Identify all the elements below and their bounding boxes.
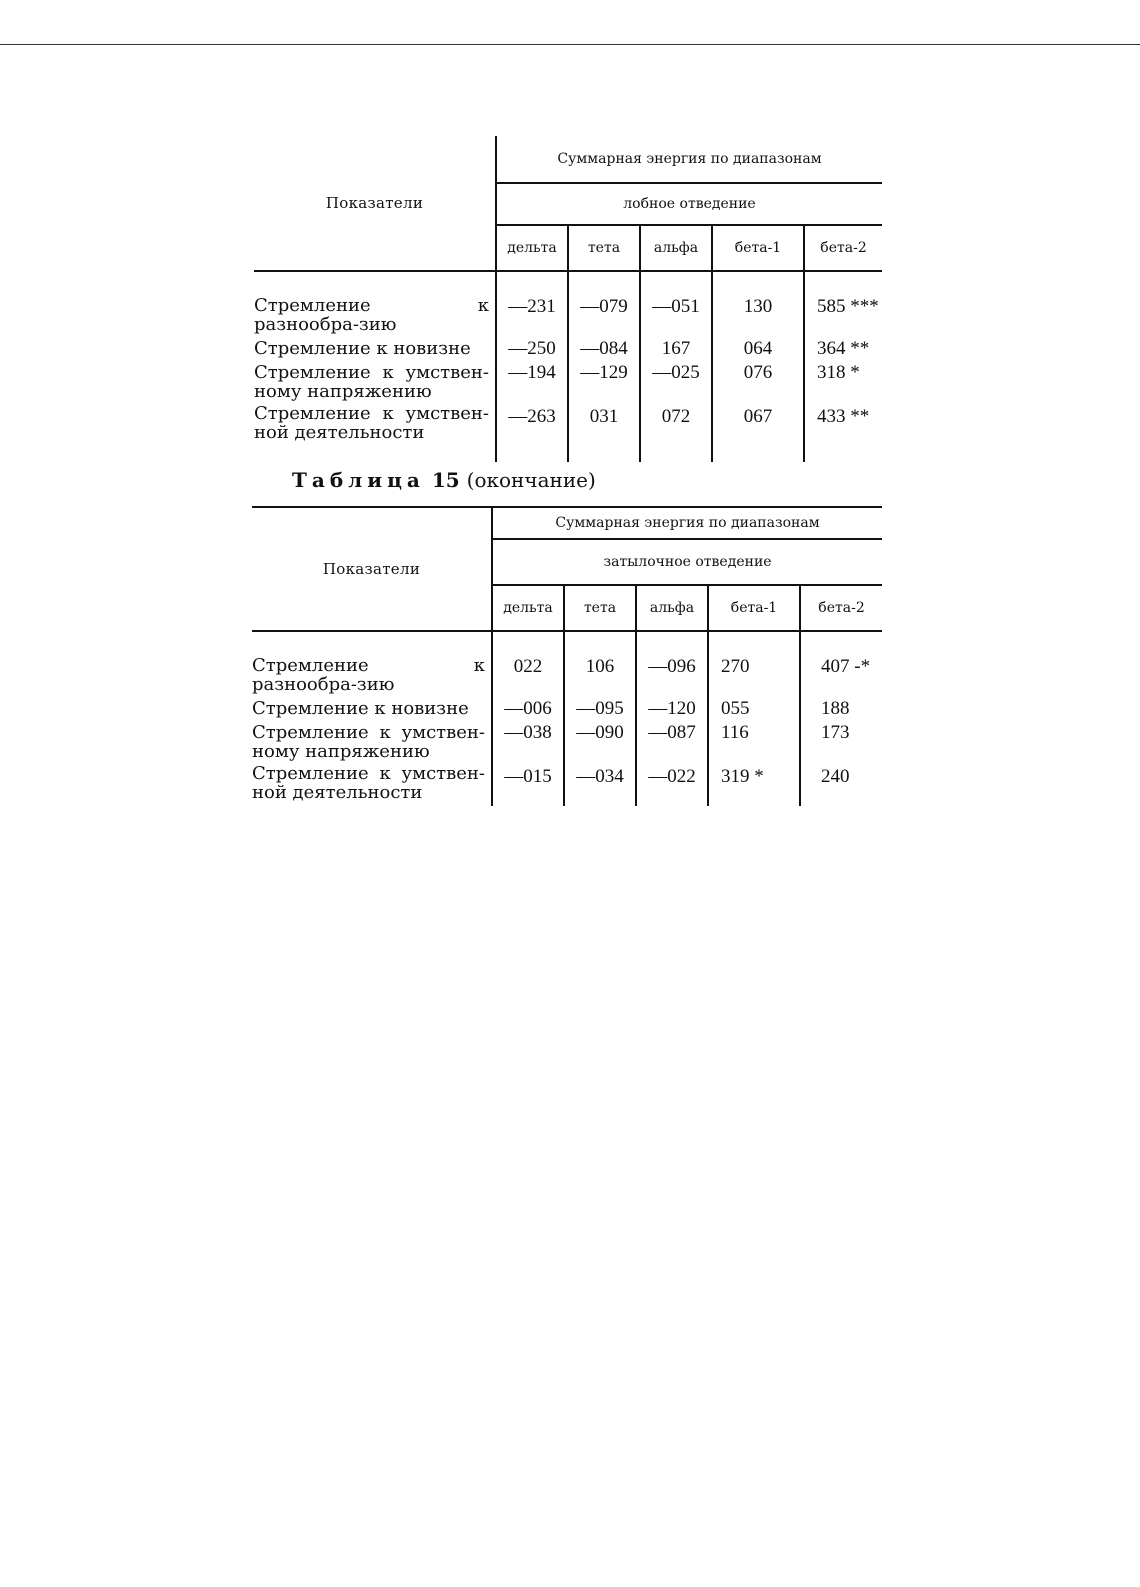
column-header: альфа bbox=[640, 225, 712, 271]
table-row bbox=[252, 696, 882, 720]
cell-value: 433 ** bbox=[804, 404, 882, 462]
table-caption bbox=[292, 468, 596, 492]
cell-value: 106 bbox=[564, 654, 636, 696]
caption-word: Таблица bbox=[292, 468, 425, 492]
group-header: Суммарная энергия по диапазонам bbox=[492, 507, 882, 539]
row-label: Стремление к новизне bbox=[252, 697, 469, 719]
cell-value: —051 bbox=[640, 294, 712, 336]
cell-value: 407 -* bbox=[800, 654, 882, 696]
cell-value: —015 bbox=[492, 764, 564, 806]
cell-value: 067 bbox=[712, 404, 804, 462]
column-header: дельта bbox=[492, 585, 564, 631]
cell-value: 270 bbox=[708, 654, 800, 696]
cell-value: 072 bbox=[640, 404, 712, 462]
cell-value: 585 *** bbox=[804, 294, 882, 336]
cell-value: —231 bbox=[496, 294, 568, 336]
cell-value: —263 bbox=[496, 404, 568, 462]
cell-value: —095 bbox=[564, 696, 636, 720]
column-header: бета-2 bbox=[800, 585, 882, 631]
cell-value: 319 * bbox=[708, 764, 800, 806]
row-label: Стремление к умствен-ному напряжению bbox=[252, 722, 485, 762]
cell-value: 031 bbox=[568, 404, 640, 462]
table-row bbox=[252, 720, 882, 764]
cell-value: —034 bbox=[564, 764, 636, 806]
cell-value: 022 bbox=[492, 654, 564, 696]
table-row bbox=[254, 336, 882, 360]
column-header: тета bbox=[564, 585, 636, 631]
table-row bbox=[254, 294, 882, 336]
cell-value: 318 * bbox=[804, 360, 882, 404]
cell-value: —025 bbox=[640, 360, 712, 404]
cell-value: —250 bbox=[496, 336, 568, 360]
subgroup-header: лобное отведение bbox=[496, 183, 882, 225]
cell-value: —120 bbox=[636, 696, 708, 720]
column-header: бета-1 bbox=[712, 225, 804, 271]
cell-value: —079 bbox=[568, 294, 640, 336]
column-header: альфа bbox=[636, 585, 708, 631]
cell-value: —022 bbox=[636, 764, 708, 806]
cell-value: 064 bbox=[712, 336, 804, 360]
cell-value: —084 bbox=[568, 336, 640, 360]
subgroup-header: затылочное отведение bbox=[492, 539, 882, 585]
cell-value: —006 bbox=[492, 696, 564, 720]
table-row bbox=[252, 764, 882, 806]
group-header: Суммарная энергия по диапазонам bbox=[496, 136, 882, 183]
cell-value: —129 bbox=[568, 360, 640, 404]
cell-value: —090 bbox=[564, 720, 636, 764]
row-label: Стремление к разнообра-зию bbox=[254, 295, 489, 335]
row-header: Показатели bbox=[252, 507, 492, 631]
row-label: Стремление к разнообра-зию bbox=[252, 655, 485, 695]
row-label: Стремление к умствен-ной деятельности bbox=[254, 403, 489, 443]
cell-value: 130 bbox=[712, 294, 804, 336]
column-header: бета-1 bbox=[708, 585, 800, 631]
cell-value: 076 bbox=[712, 360, 804, 404]
caption-note: (окончание) bbox=[466, 468, 596, 492]
caption-number: 15 bbox=[431, 468, 460, 492]
table-row bbox=[254, 404, 882, 462]
table-frontal-lead bbox=[254, 136, 882, 462]
cell-value: 116 bbox=[708, 720, 800, 764]
cell-value: 173 bbox=[800, 720, 882, 764]
cell-value: 167 bbox=[640, 336, 712, 360]
cell-value: —087 bbox=[636, 720, 708, 764]
table-row bbox=[254, 360, 882, 404]
row-label: Стремление к умствен-ной деятельности bbox=[252, 763, 485, 803]
row-label: Стремление к новизне bbox=[254, 337, 471, 359]
page-top-rule bbox=[0, 44, 1140, 45]
table-occipital-lead bbox=[252, 506, 882, 806]
column-header: тета bbox=[568, 225, 640, 271]
cell-value: 055 bbox=[708, 696, 800, 720]
row-header: Показатели bbox=[254, 136, 496, 271]
cell-value: —096 bbox=[636, 654, 708, 696]
row-label: Стремление к умствен-ному напряжению bbox=[254, 362, 489, 402]
column-header: бета-2 bbox=[804, 225, 882, 271]
table-row bbox=[252, 654, 882, 696]
cell-value: —194 bbox=[496, 360, 568, 404]
column-header: дельта bbox=[496, 225, 568, 271]
cell-value: 364 ** bbox=[804, 336, 882, 360]
cell-value: —038 bbox=[492, 720, 564, 764]
cell-value: 188 bbox=[800, 696, 882, 720]
cell-value: 240 bbox=[800, 764, 882, 806]
